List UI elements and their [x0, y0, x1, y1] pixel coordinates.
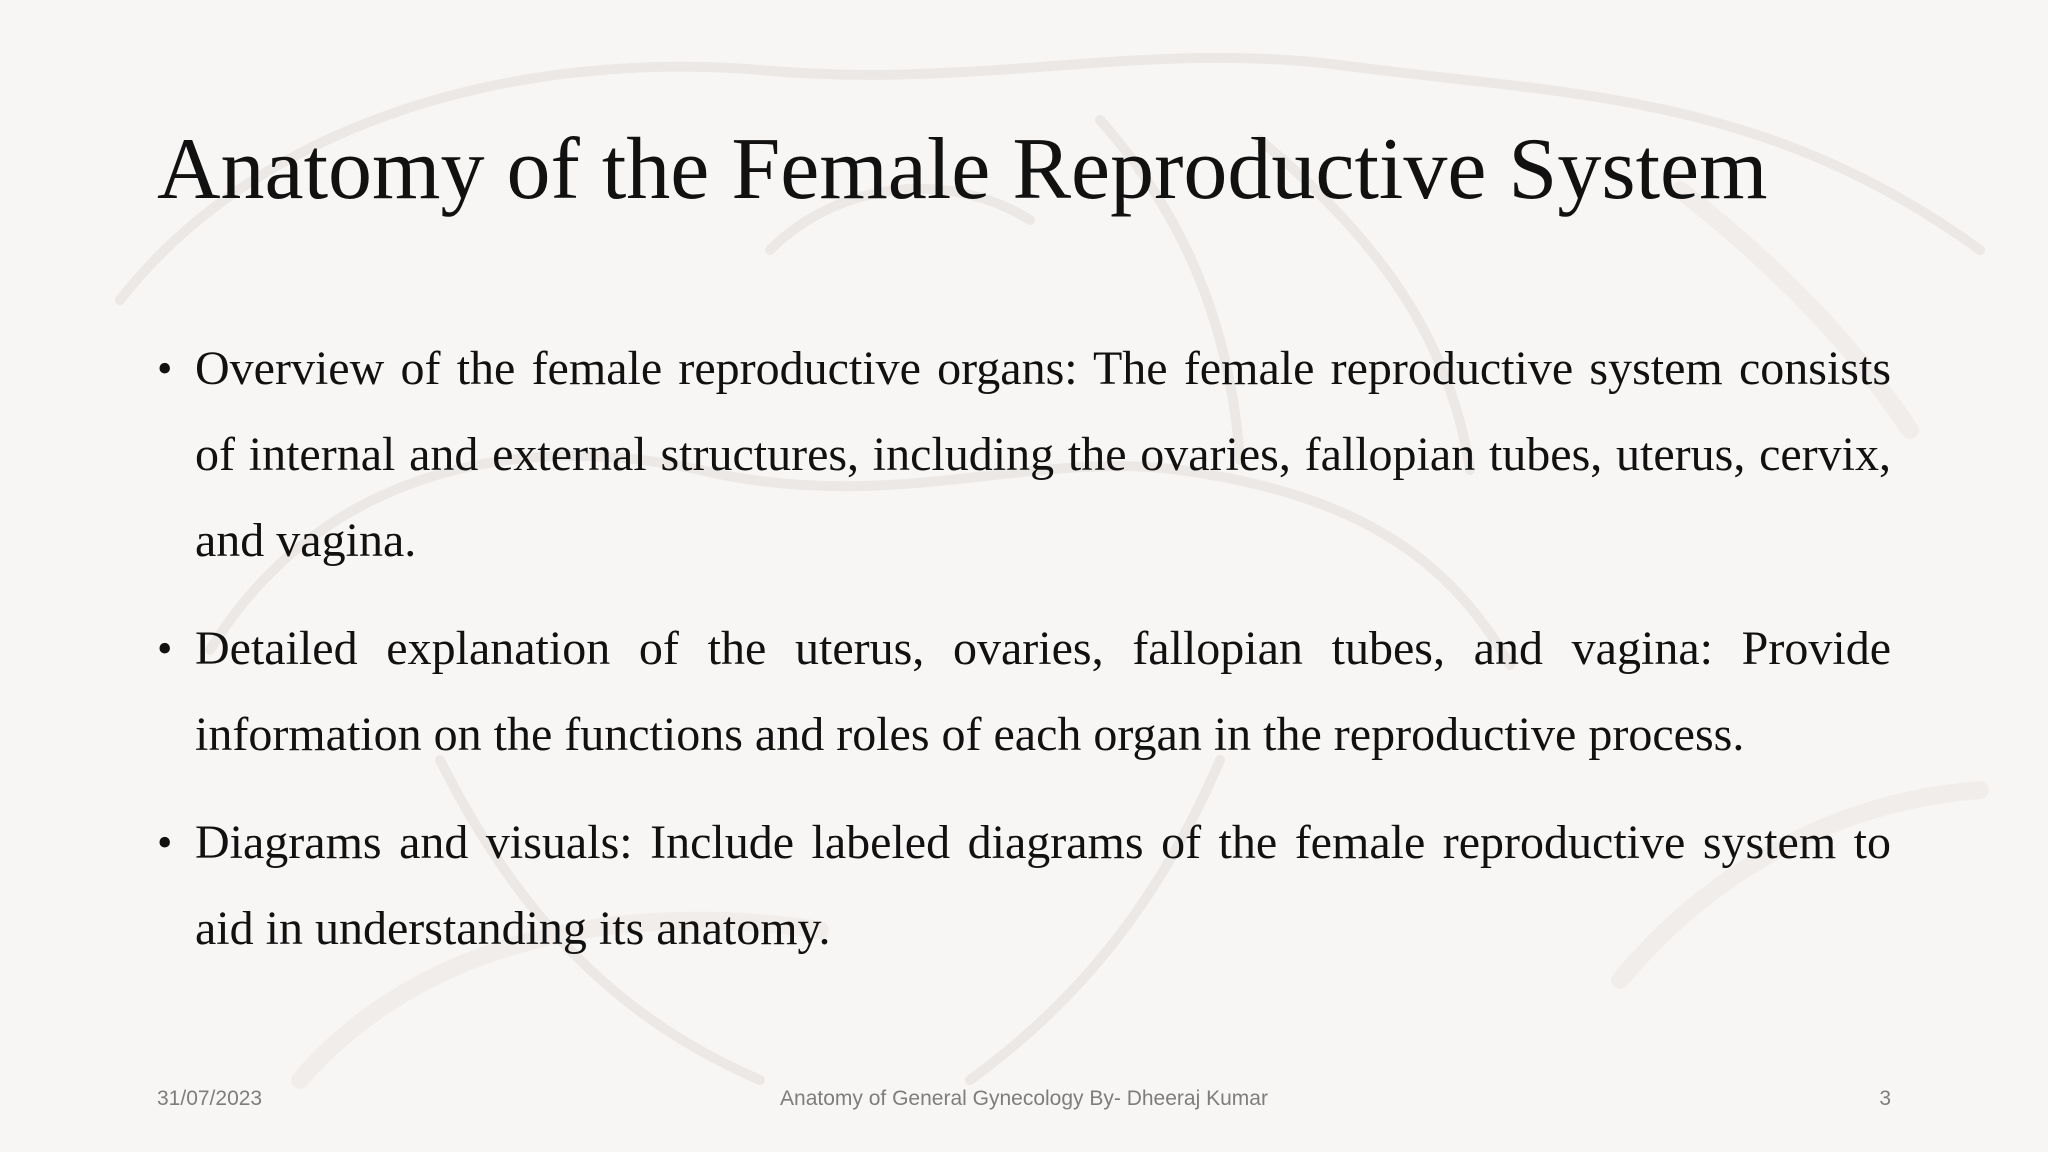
footer-date: 31/07/2023: [157, 1087, 263, 1110]
slide-title: Anatomy of the Female Reproductive System: [157, 121, 1768, 218]
bullet-text: Overview of the female reproductive organs: The female reproductive system consists of internal and external structures, including the ovaries, fallopian tubes, uterus, cervix, and vagina.: [195, 342, 1891, 567]
bullet-dot-icon: •: [157, 344, 173, 393]
bullet-dot-icon: •: [157, 624, 173, 673]
bullet-item: [157, 800, 1891, 972]
bullet-dot-icon: •: [157, 818, 173, 867]
page-number: 3: [1879, 1087, 1891, 1110]
bullet-item: [157, 326, 1891, 584]
bullet-item: [157, 606, 1891, 778]
bullet-text: Detailed explanation of the uterus, ovaries, fallopian tubes, and vagina: Provide information on the functions and roles of each organ in the reproductive process.: [195, 622, 1891, 761]
footer-title: Anatomy of General Gynecology By- Dheeraj Kumar: [780, 1087, 1268, 1110]
bullet-text: Diagrams and visuals: Include labeled diagrams of the female reproductive system to aid in understanding its anatomy.: [195, 816, 1891, 955]
bullet-list: [157, 326, 1891, 994]
